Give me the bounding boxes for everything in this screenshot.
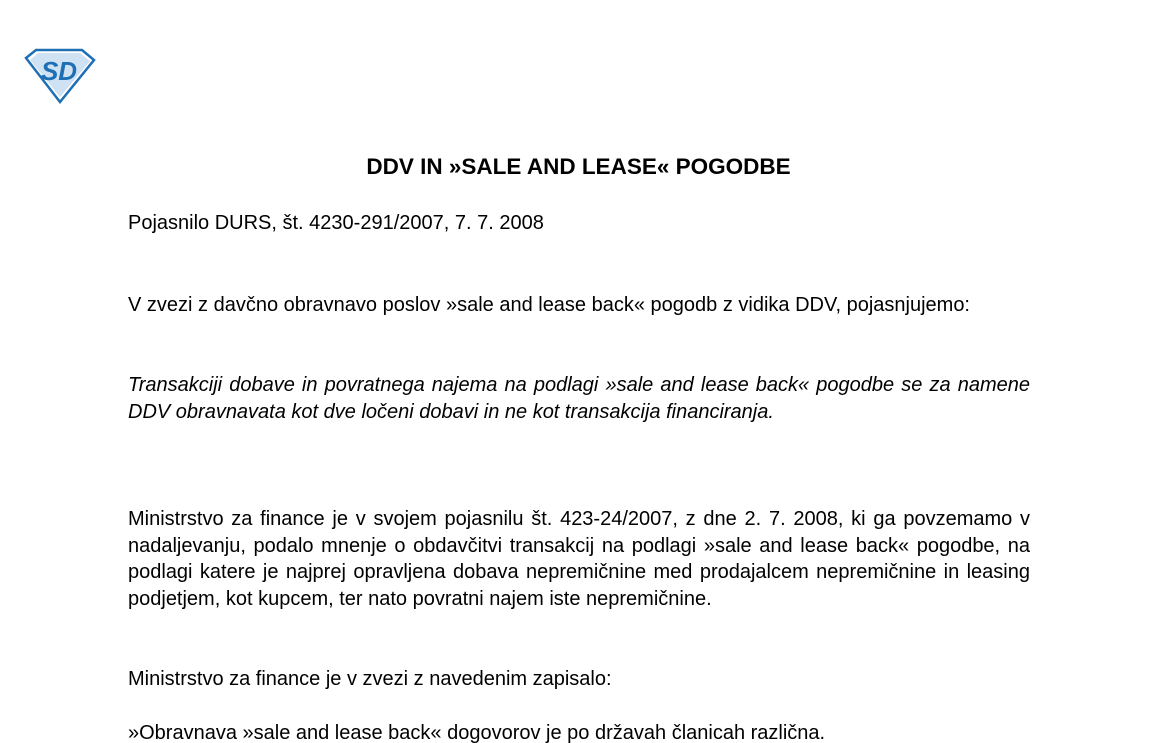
reference-line: Pojasnilo DURS, št. 4230-291/2007, 7. 7. 2008 <box>128 212 544 234</box>
paragraph-intro: V zvezi z davčno obravnavo poslov »sale and lease back« pogodb z vidika DDV, pojasnjujemo: <box>128 294 970 316</box>
company-logo <box>22 48 96 104</box>
document-title: DDV IN »SALE AND LEASE« POGODBE <box>366 154 791 179</box>
logo-lettering: SD <box>40 56 78 86</box>
paragraph-quote-start: »Obravnava »sale and lease back« dogovorov je po državah članicah različna. <box>128 722 826 743</box>
paragraph-ministry-opinion: Ministrstvo za finance je v svojem pojasnilu št. 423-24/2007, z dne 2. 7. 2008, ki ga povzemamo v nadaljevanju, podalo mnenje o obdavčitvi transakcij na podlagi »sale and lease back« pogodbe, na podlagi katere je najprej opravljena dobava nepremičnine med prodajalcem nepremičnine in leasing podjetjem, kot kupcem, ter nato povratni najem iste nepremičnine. <box>128 508 1030 610</box>
paragraph-summary: Transakciji dobave in povratnega najema na podlagi »sale and lease back« pogodbe se za namene DDV obravnavata kot dve ločeni dobavi in ne kot transakcija financiranja. <box>128 374 1030 423</box>
paragraph-ministry-statement: Ministrstvo za finance je v zvezi z navedenim zapisalo: <box>128 668 612 690</box>
